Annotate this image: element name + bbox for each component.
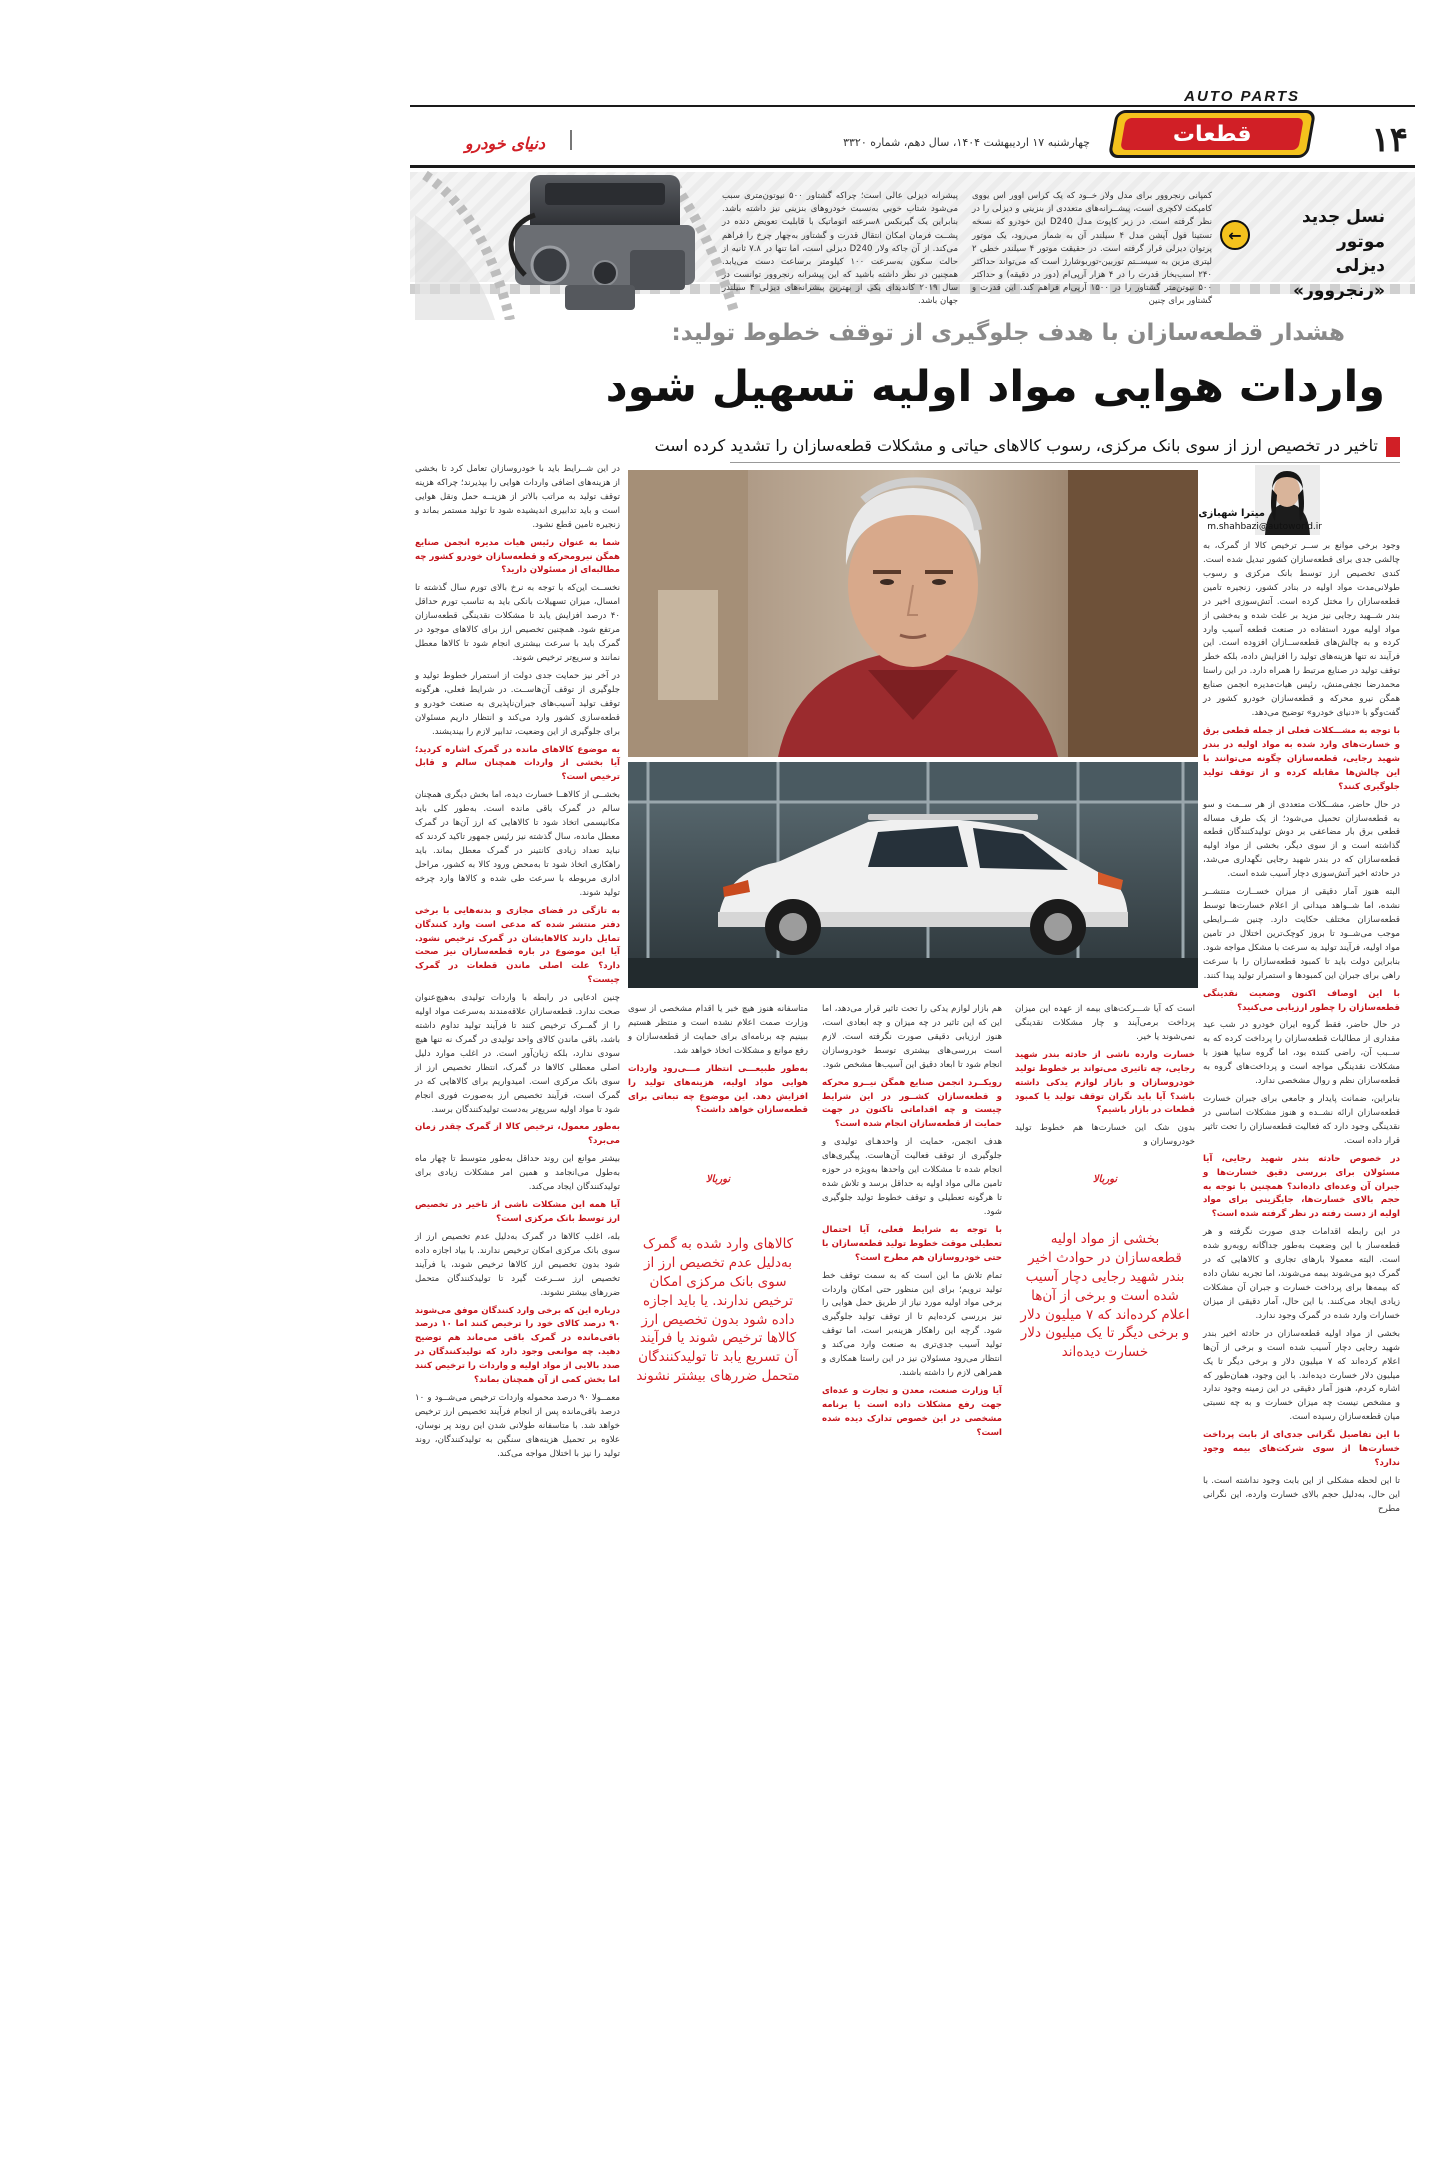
author-email[interactable]: m.shahbazi@autoworld.ir	[1207, 522, 1322, 532]
feature-title	[1255, 205, 1385, 304]
body-paragraph: هم بازار لوازم یدکی را تحت تاثیر قرار می‌دهد، اما این که این تاثیر در چه میزان و چه ابعادی است، هنوز ارزیابی دقیقی صورت نگرفته است. لازم است بررسی‌های بیشتری توسط خودروسازان انجام شود تا ابعاد دقیق این آسیب‌ها مشخص شود.	[822, 1004, 1002, 1070]
issue-info: چهارشنبه ۱۷ اردیبهشت ۱۴۰۴، سال دهم، شماره ۳۳۲۰	[843, 136, 1090, 149]
interview-question: رویکــرد انجمن صنایع همگن نیــرو محرکه و قطعه‌سازان کشــور در این شرایط چیست و چه اقداماتی تاکنون در جهت حمایت از قطعه‌سازان انجام شده است؟	[822, 1077, 1002, 1130]
body-paragraph: تا این لحظه مشکلی از این بابت وجود نداشته است. با این حال، به‌دلیل حجم بالای خسارت وارده، این نگرانی مطرح	[1203, 1476, 1400, 1514]
interview-question: آیا همه این مشکلات ناشی از تاخیر در تخصیص ارز توسط بانک مرکزی است؟	[415, 1200, 620, 1225]
interview-question: با این تفاصیل نگرانی جدی‌ای از بابت پرداخت خسارت‌ها از سوی شرکت‌های بیمه وجود ندارد؟	[1203, 1430, 1400, 1469]
body-paragraph: بخشــی از کالاهــا خسارت دیده، اما بخش دیگری همچنان سالم در گمرک باقی مانده است. به‌طور کلی باید مکانیسمی اتخاذ شود تا کالاهایی که ارز آن‌ها در گمرک معطل مانده، سال گذشته نیز رئیس جمهور تاکید کردند که نباید تعداد زیادی کانتینر در گمرک معطل بماند. باید راهکاری اتخاذ شود تا به‌محض ورود کالا به کشور، مراحل اداری مربوطه با سرعت طی شده و کالاها وارد چرخه تولید شوند.	[415, 790, 620, 898]
interview-question: به تازگی در فضای مجازی و بدنه‌هایی با برخی دفتر منتشر شده که مدعی است وارد کنندگان تمایل دارند کالاهایشان در گمرک ترخیص نشود. آیا این موضوع در باره قطعه‌سازان نیز صحت دارد؟ علت اصلی ماندن قطعات در گمرک چیست؟	[415, 905, 620, 986]
logo-separator	[570, 130, 572, 150]
section-title: قطعات	[1172, 121, 1252, 147]
interview-question: در خصوص حادثه بندر شهید رجایی، آیا مسئولان برای بررسی دقیق خسارت‌ها و جبران آن وعده‌ای داده‌اند؟ همچنین با توجه به حجم بالای خسارت‌ها، جایگزینی برای مواد اولیه از دست رفته در نظر گرفته شده است؟	[1203, 1153, 1400, 1220]
subhead-marker	[1386, 437, 1400, 457]
interview-question: با توجه به مشـــکلات فعلی از جمله قطعی برق و خسارت‌های وارد شده به مواد اولیه در بندر شهید رجایی، قطعه‌سازان چگونه می‌توانند با این چالش‌ها مقابله کرده و از توقف تولید جلوگیری کنند؟	[1203, 725, 1400, 792]
body-paragraph: تمام تلاش ما این است که به سمت توقف خط تولید نرویم؛ برای این منظور حتی امکان واردات برخی مواد اولیه مورد نیاز از طریق حمل هوایی را نیز بررسی کرده‌ایم تا از توقف تولید جلوگیری شود. گرچه این راهکار هزینه‌بر است، اما توقف تولید آسیب جدی‌تری به صنعت وارد می‌کند و انتظار می‌رود مسئولان نیز در این راستا همکاری و همراهی لازم را داشته باشند.	[822, 1270, 1002, 1379]
body-paragraph: در این شــرایط باید با خودروسازان تعامل کرد تا بخشی از هزینه‌های اضافی واردات هوایی را بپذیرند؛ چراکه هزینه توقف تولید به مراتب بالاتر از هزینــه حمل ونقل هوایی است و باید تدابیری اندیشیده شود تا تولید مستمر بماند و زنجیره تامین قطع نشود.	[415, 464, 620, 530]
body-paragraph: البته هنوز آمار دقیقی از میزان خســارت منتشــر نشده، اما شــواهد میدانی از اعلام خسارت‌ها توسط قطعه‌سازان مختلف حکایت دارد. چنین شــرایطی موجب می‌شــود تا بروز کوچک‌ترین اختلال در تامین مواد اولیه، فرآیند تولید به سرعت با مشکل مواجه شود. بنابراین دولت باید تا کمبود قطعه‌سازان را با سرعت راهی برای جبران این کمبودها و استمرار تولید پیدا کنند.	[1203, 887, 1400, 981]
engine-image	[415, 155, 745, 320]
body-paragraph: بخشی از مواد اولیه قطعه‌سازان در حادثه اخیر بندر شهید رجایی دچار آسیب شده است و برخی از آن‌ها اعلام کرده‌اند که ۷ میلیون دلار و برخی دیگر تا یک میلیون دلار خسارت دیده‌اند. با این وجود، همان‌طور که اشاره کردم، هنوز آمار دقیقی در این زمینه وجود ندارد و مشخص نیست چه میزان خسارت و به چه نسبتی میان قطعه‌سازان رسیده است.	[1203, 1328, 1401, 1423]
feature-text-right: کمپانی رنجروور برای مدل ولار خــود که یک کراس اوور اس یووی کامپکت لاکچری است، پیشــرانه‌های متعددی از بنزینی و دیزلی را در نظر گرفته است. در زیر کاپوت مدل D240 این خودرو که نسخه تستینا فول آپشن مدل ۴ سیلندر آن به شمار می‌رود، یک موتور پرتوان دیزلی قرار گرفته است. در حقیقت موتور ۴ سیلندر خطی ۲ لیتری مزین به سیســتم توربین-توربوشارژ است که می‌تواند حداکثر ۲۴۰ اسب‌بخار قدرت را در ۴ هزار آر‌پی‌ام (دور در دقیقه) و حداکثر ۵۰۰ نیوتن‌متر گشتاور را در ۱۵۰۰ آرپی‌ام فراهم کند. این قدرت و گشتاور برای چنین	[972, 191, 1213, 307]
arrow-left-icon: ←	[1220, 220, 1250, 250]
interview-question: با توجه به شرایط فعلی، آیا احتمال تعطیلی موقت خطوط تولید قطعه‌سازان با حتی خودروسازان هم مطرح است؟	[822, 1224, 1002, 1263]
interview-question: درباره این که برخی وارد کنندگان موفق می‌شوند ۹۰ درصد کالای خود را ترخیص کنند اما ۱۰ درصد باقی‌مانده در گمرک باقی می‌ماند هم توضیح دهید. چه موانعی وجود دارد که تولیدکنندگان در صدد بالایی از مواد اولیه و واردات را ترخیص کنند اما بخش کمی از آن همچنان بماند؟	[414, 1305, 620, 1386]
body-paragraph: وجود برخی موانع بر ســر ترخیص کالا از گمرک، به چالشی جدی برای قطعه‌سازان کشور تبدیل شده است. کندی تخصیص ارز توسط بانک مرکزی و رسوب طولانی‌مدت مواد اولیه در بنادر کشور، زنجیره تامین قطعه‌سازان را مختل کرده است. آتش‌سوزی اخیر در بندر شــهید رجایی نیز مزید بر علت شده و به‌خشی از مواد اولیه مورد استفاده در صنعت قطعه آسیب وارد کرده و به چالش‌های قطعه‌ســازان افزوده است. این فرآیند نه تنها هزینه‌های تولید را افزایش داده، بلکه خطر توقف تولید در صنایع مرتبط را همراه دارد. در این راستا محمدرضا نجفی‌منش، رئیس هیات‌مدیره انجمن صنایع همگن نیرو محرکه و قطعه‌سازان خودرو کشور در گفت‌وگو با «دنیای خودرو» توضیح می‌دهد.	[1203, 541, 1400, 719]
interview-portrait-photo	[628, 470, 1198, 757]
header-rule	[410, 105, 1415, 107]
body-paragraph: بنابراین، ضمانت پایدار و جامعی برای جبران خسارت قطعه‌سازان ارائه نشــده و هنوز مشکلات اساسی در نقدینگی وجود دارد که فعالیت قطعه‌سازان را تحت تاثیر قرار داده است.	[1203, 1094, 1400, 1146]
interview-question: آیا وزارت صنعت، معدن و تجارت و عده‌ای جهت رفع مشکلات داده است یا برنامه مشخصی در این خصوص تدارک دیده شده است؟	[822, 1385, 1002, 1438]
car-factory-photo	[628, 762, 1198, 988]
navbar-header-left	[628, 1170, 808, 1188]
body-paragraph: هدف انجمن، حمایت از واحدهـای تولیدی و جلوگیری از توقف فعالیت آن‌هاست. پیگیری‌های انجام شده تا مشکلات این واحدها به‌ویژه در حوزه تامین مالی مواد اولیه به حداقل برسد و تلاش شده تا هرگونه تعطیلی و توقف خطوط تولید جلوگیری شود.	[822, 1137, 1002, 1217]
body-paragraph: است که آیا شـــرکت‌های بیمه از عهده این میزان پرداخت برمی‌آیند و چار مشکلات نقدینگی نمی‌شوند یا خیر.	[1015, 1004, 1195, 1042]
interview-question: شما به عنوان رئیس هیات مدیره انجمن صنایع همگن نیرومحرکه و قطعه‌سازان خودرو کشور چه مطالبه‌ای از مسئولان دارید؟	[415, 537, 620, 576]
column-center-3	[628, 1003, 808, 1122]
pull-quote-left: کالاهای وارد شده به گمرک به‌دلیل عدم تخصیص ارز از سوی بانک مرکزی امکان ترخیص ندارند. یا باید اجازه داده شود بدون تخصیص ارز کالاها ترخیص شوند یا فرآیند آن تسریع یابد تا تولیدکنندگان متحمل ضررهای بیشتر نشوند	[636, 1236, 800, 1385]
interview-question: به موضوع کالاهای مانده در گمرک اشاره کردید؛ آیا بخشی از واردات همچنان سالم و قابل ترخیص است؟	[415, 744, 620, 783]
navbar-label: نوربالا	[1087, 1174, 1123, 1185]
navbar-label: نوربالا	[700, 1174, 736, 1185]
interview-question: خسارت وارده ناشی از حادثه بندر شهید رجایی، چه تاثیری می‌تواند بر خطوط تولید خودروسازان و بازار لوازم یدکی داشته باشد؟ آیا باید نگران توقف تولید یا کمبود قطعات در بازار باشیم؟	[1015, 1049, 1195, 1116]
section-badge	[1108, 110, 1316, 158]
article-subhead: تاخیر در تخصیص ارز از سوی بانک مرکزی، رسوب کالاهای حیاتی و مشکلات قطعه‌سازان را تشدید کرده است	[654, 436, 1378, 455]
body-paragraph: در آخر نیز حمایت جدی دولت از استمرار خطوط تولید و جلوگیری از توقف آن‌هاســت. در شرایط فعلی، هرگونه توقف تولید آسیب‌های جبران‌ناپذیری به صنعت خودرو و قطعه‌سازی کشور وارد می‌کند و انتظار داریم مسئولان برای جلوگیری از این وضعیت، تدابیر لازم را بیندیشند.	[415, 670, 620, 737]
feature-title-line1: نسل جدید موتور	[1301, 207, 1385, 252]
column-center-2	[822, 1003, 1002, 1445]
body-paragraph: معمــولا ۹۰ درصد محموله واردات ترخیص می‌شــود و ۱۰ درصد باقی‌مانده پس از انجام فرآیند تخصیص ارز ترخیص خواهد شد. با متاسفانه طولانی شدن این روند پر نوسان، علاوه بر تحمیل هزینه‌های سنگین به تولیدکنندگان، روند تولید را نیز با اختلال مواجه می‌کند.	[415, 1393, 621, 1459]
column-center-1	[1015, 1003, 1195, 1154]
body-paragraph: چنین ادعایی در رابطه با واردات تولیدی به‌هیچ‌عنوان صحت ندارد. قطعه‌سازان علاقه‌مندند به‌سرعت مواد اولیه را از گمــرک ترخیص کنند تا فرآیند تولید تداوم داشته باشد، باقی ماندن کالای واحد تولیدی در گمرک نه تنها هیچ سودی ندارد، بلکه زیان‌آور است. در اغلب موارد دلیل اصلی معطلی کالاها در گمرک، انتظار تخصیص ارز از سوی بانک مرکزی است. امیدواریم برای کالاهایی که در گمرک است، فرآیند تخصیص ارز به‌صورت فوری انجام شود تا مواد اولیه سریع‌تر به‌دست تولیدکنندگان برسد.	[415, 993, 620, 1115]
body-paragraph: در حال حاضر، مشــکلات متعددی از هر ســمت و سو به قطعه‌سازان تحمیل می‌شود؛ از یک طرف مساله قطعی برق بار مضاعفی بر دوش تولیدکنندگان قطعه گذاشته است و از سوی دیگر، بخشی از مواد اولیه قطعه‌سازان که در بندر شهید رجایی نگهداری می‌شد، در حادثه اخیر آتش‌سوزی دچار آسیب شده است.	[1203, 799, 1400, 880]
body-paragraph: بیشتر موانع این روند حداقل به‌طور متوسط تا چهار ماه به‌طول می‌انجامد و همین امر مشکلات زیادی برای تولیدکنندگان ایجاد می‌کند.	[415, 1154, 620, 1193]
body-paragraph: در این رابطه اقدامات جدی صورت نگرفته و هر قطعه‌ساز با این وضعیت به‌طور جداگانه روبه‌رو شده است. البته معمولا بارهای تجاری و کالاهایی که در گمرک دپو می‌شوند بیمه می‌شوند، اما تجربه نشان داده که بیمه‌ها برای پرداخت خسارت و جبران آن مشکلات زیادی ایجاد می‌کنند. با این حال، آمار دقیقی از میزان خسارات وارد شده در گمرک وجود ندارد.	[1203, 1227, 1400, 1321]
column-left	[415, 463, 620, 1466]
logo-text: دنیای خودرو	[464, 133, 545, 153]
auto-parts-label: AUTO PARTS	[1184, 88, 1300, 105]
body-paragraph: در حال حاضر، فقط گروه ایران خودرو در شب عید مقداری از مطالبات قطعه‌سازان را پرداخت کرده که به ســبب آن، راضی کننده بود، اما گروه سایپا هنوز با مشکلات نقدینگی مواجه است و پرداخت‌های گروه به قطعه‌سازان نظم و روال مشخصی ندارد.	[1203, 1020, 1400, 1087]
navbar-header-center	[1015, 1170, 1195, 1188]
feature-text-left: پیشرانه دیزلی عالی است؛ چراکه گشتاور ۵۰۰ نیوتون‌متری سبب می‌شود شتاب خوبی به‌نسبت خودروهای بنزینی نیز داشته باشد. بنابراین یک گیربکس ۸سرعته اتوماتیک با قابلیت تعویض دنده در پشــت فرمان امکان انتقال قدرت و گشتاور به‌چهار چرخ را فراهم می‌کند. از آن جاکه ولار D240 دیزلی است، اما تنها در ۷.۸ ثانیه از حالت سکون به‌سرعت ۱۰۰ کیلومتر برساعت دست می‌یابد. همچنین در نظر داشته باشید که این پیشرانه رنجروور توانست در سال ۲۰۱۹ کاندیدای یکی از بهترین پیشرانه‌های دیزلی ۴ سیلندر جهان باشد.	[722, 191, 959, 307]
interview-question: به‌طور طبیعـــی انتظار مـــی‌رود واردات هوایی مواد اولیه، هزینه‌های تولید را افزایش دهد. این موضوع چه تبعاتی برای قطعه‌سازان خواهد داشت؟	[628, 1063, 808, 1116]
pull-quote-center: بخشی از مواد اولیه قطعه‌سازان در حوادث اخیر بندر شهید رجایی دچار آسیب شده است و برخی از آن‌ها اعلام کرده‌اند که ۷ میلیون دلار و برخی دیگر تا یک میلیون دلار خسارت دیده‌اند	[1020, 1231, 1190, 1361]
interview-question: به‌طور معمول، ترخیص کالا از گمرک چقدر زمان می‌برد؟	[415, 1122, 620, 1147]
section-badge-inner	[1120, 118, 1304, 150]
body-paragraph: بله، اغلب کالاها در گمرک به‌دلیل عدم تخصیص ارز از سوی بانک مرکزی امکان ترخیص ندارند. با بیاد اجازه داده شود بدون تخصیص ارز کالاها ترخیص شوند، یا فرآیند تخصیص ارز ســرعت گیرد تا تولیدکنندگان متحمل ضررهای بیشتر نشوند.	[415, 1231, 620, 1298]
article-kicker: هشدار قطعه‌سازان با هدف جلوگیری از توقف خطوط تولید:	[671, 320, 1345, 346]
body-paragraph: متاسفانه هنوز هیچ خبر یا اقدام مشخصی از سوی وزارت صمت اعلام نشده است و منتظر هستیم ببینیم چه برنامه‌ای برای حمایت از قطعه‌سازان و رفع موانع و مشکلات اتخاذ خواهد شد.	[628, 1004, 808, 1056]
feature-title-line2: دیزلی «رنجروور»	[1293, 256, 1385, 301]
author-name: میترا شهبازی	[1198, 508, 1265, 519]
column-right	[1203, 540, 1400, 1521]
subhead-rule	[730, 462, 1400, 463]
body-paragraph: بدون شک این خسارت‌ها هم خطوط تولید خودروسازان و	[1015, 1123, 1195, 1148]
newspaper-logo	[425, 128, 545, 158]
interview-question: با این اوصاف اکنون وضعیت نقدینگی قطعه‌سازان را چطور ارزیابی می‌کنید؟	[1203, 988, 1400, 1013]
article-headline: واردات هوایی مواد اولیه تسهیل شود	[605, 362, 1385, 412]
page-number: ۱۴	[1371, 121, 1408, 159]
body-paragraph: نخســت این‌که با توجه به نرخ بالای تورم سال گذشته تا امسال، میزان تسهیلات بانکی باید به تناسب تورم حداقل ۴۰ درصد افزایش یابد تا مشکلات نقدینگی قطعه‌سازان مرتفع شود. همچنین تخصیص ارز برای کالاهای موجود در گمرک باید با سرعت بیشتری انجام شود تا کالاها معطل نمانند و سریع‌تر ترخیص شوند.	[415, 583, 620, 663]
